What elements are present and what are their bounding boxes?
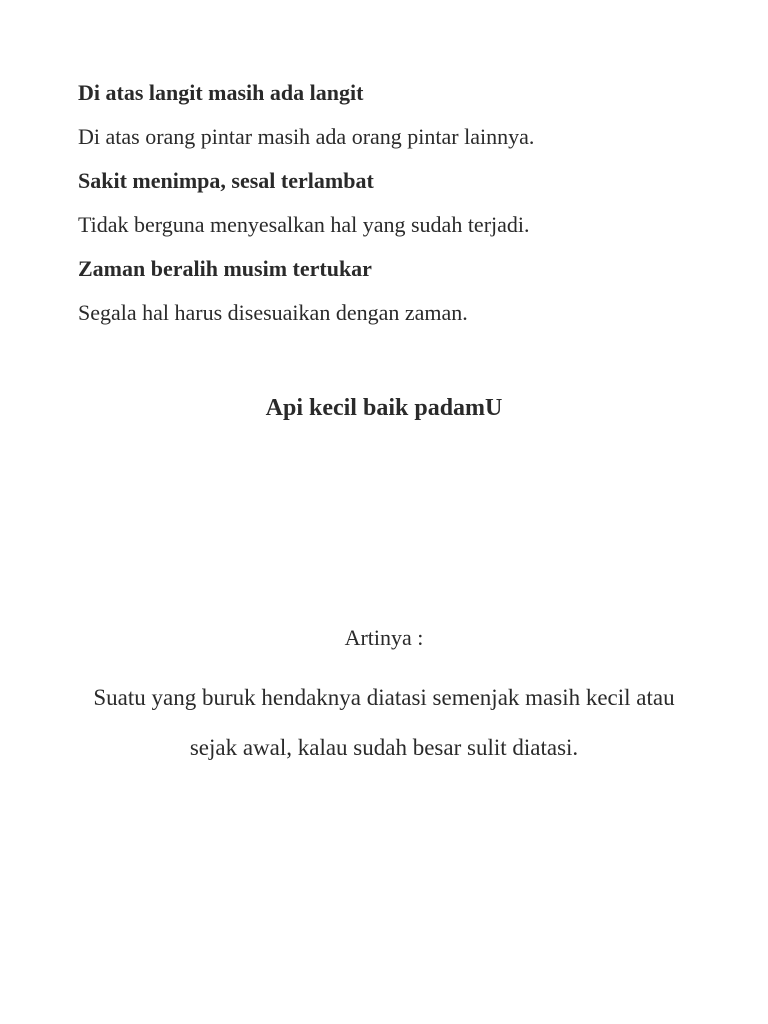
proverb-meaning: Tidak berguna menyesalkan hal yang sudah terjadi. xyxy=(78,212,530,237)
proverb-title: Di atas langit masih ada langit xyxy=(78,80,364,105)
proverb-item xyxy=(78,166,698,240)
proverb-list xyxy=(78,78,698,342)
proverb-meaning: Segala hal harus disesuaikan dengan zaman. xyxy=(78,300,468,325)
featured-proverb-meaning: Suatu yang buruk hendaknya diatasi semenjak masih kecil atau sejak awal, kalau sudah besar sulit diatasi. xyxy=(93,685,675,760)
proverb-title: Zaman beralih musim tertukar xyxy=(78,256,372,281)
proverb-item xyxy=(78,78,698,152)
meaning-label: Artinya : xyxy=(344,625,424,650)
featured-proverb-title: Api kecil baik padamU xyxy=(265,395,503,421)
proverb-meaning: Di atas orang pintar masih ada orang pintar lainnya. xyxy=(78,124,535,149)
proverb-title: Sakit menimpa, sesal terlambat xyxy=(78,168,374,193)
proverb-item xyxy=(78,254,698,328)
